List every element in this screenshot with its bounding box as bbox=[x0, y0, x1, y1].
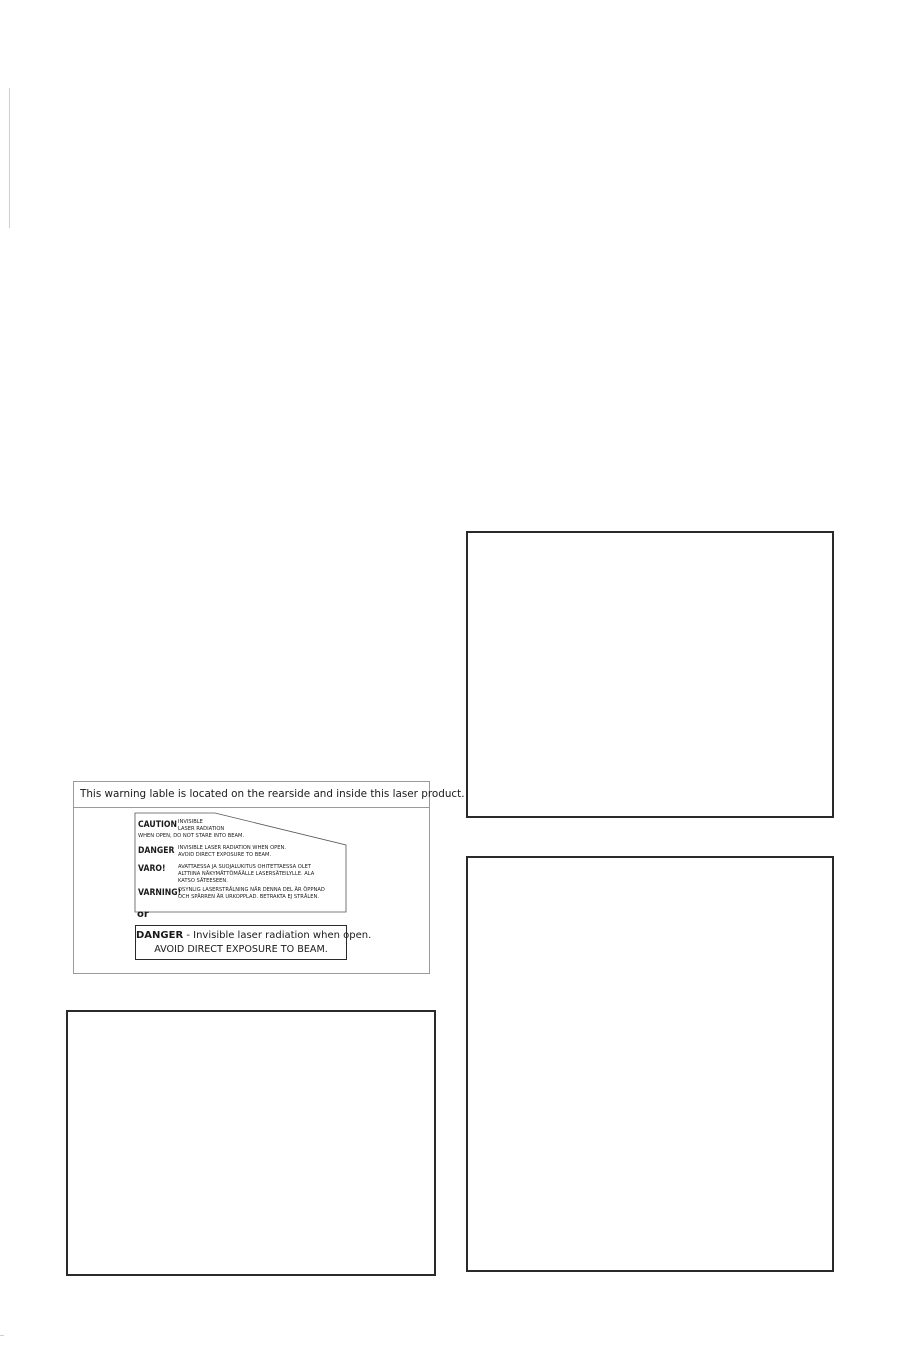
danger-box-line1 bbox=[136, 929, 372, 943]
empty-frame-right-bottom bbox=[466, 856, 834, 1272]
caution-key: CAUTION bbox=[138, 820, 177, 830]
corner-tick bbox=[0, 1335, 4, 1340]
danger-box-key: DANGER bbox=[136, 930, 184, 941]
warning-label-panel bbox=[73, 781, 465, 974]
caution-text-3: WHEN OPEN, DO NOT STARE INTO BEAM. bbox=[138, 833, 245, 839]
empty-frame-right-top bbox=[466, 531, 834, 818]
varo-text-2: ALTTIINA NÄKYMÄTTÖMÄÄLLE LASERSÄTEILYLLE. ALA bbox=[178, 871, 315, 877]
danger-key: DANGER bbox=[138, 846, 175, 856]
varo-text-3: KATSO SÄTEESEEN. bbox=[178, 878, 228, 884]
or-separator: or bbox=[137, 909, 149, 920]
danger-box-line2: AVOID DIRECT EXPOSURE TO BEAM. bbox=[154, 944, 328, 955]
empty-frame-left-bottom bbox=[66, 1010, 436, 1276]
danger-text-1: INVISIBLE LASER RADIATION WHEN OPEN. bbox=[178, 845, 286, 851]
warning-panel-header: This warning lable is located on the rearside and inside this laser product. bbox=[74, 782, 429, 808]
varning-text-1: OSYNLIG LASERSTRÅLNING NÄR DENNA DEL ÄR ÖPPNAD bbox=[178, 887, 325, 893]
caution-text-1: INVISIBLE bbox=[178, 819, 203, 825]
danger-text-2: AVOID DIRECT EXPOSURE TO BEAM. bbox=[178, 852, 272, 858]
danger-label-box bbox=[135, 925, 372, 960]
varo-text-1: AVATTAESSA JA SUOJALUKITUS OHITETTAESSA OLET bbox=[178, 864, 312, 870]
varo-key: VARO! bbox=[138, 864, 166, 874]
danger-box-line1-text: - Invisible laser radiation when open. bbox=[183, 930, 372, 941]
margin-rule bbox=[9, 88, 10, 228]
varning-key: VARNING! bbox=[138, 888, 182, 898]
caution-text-2: LASER RADIATION bbox=[178, 826, 225, 832]
varning-text-2: OCH SPÄRREN ÄR URKOPPLAD. BETRAKTA EJ STRÅLEN. bbox=[178, 894, 319, 900]
